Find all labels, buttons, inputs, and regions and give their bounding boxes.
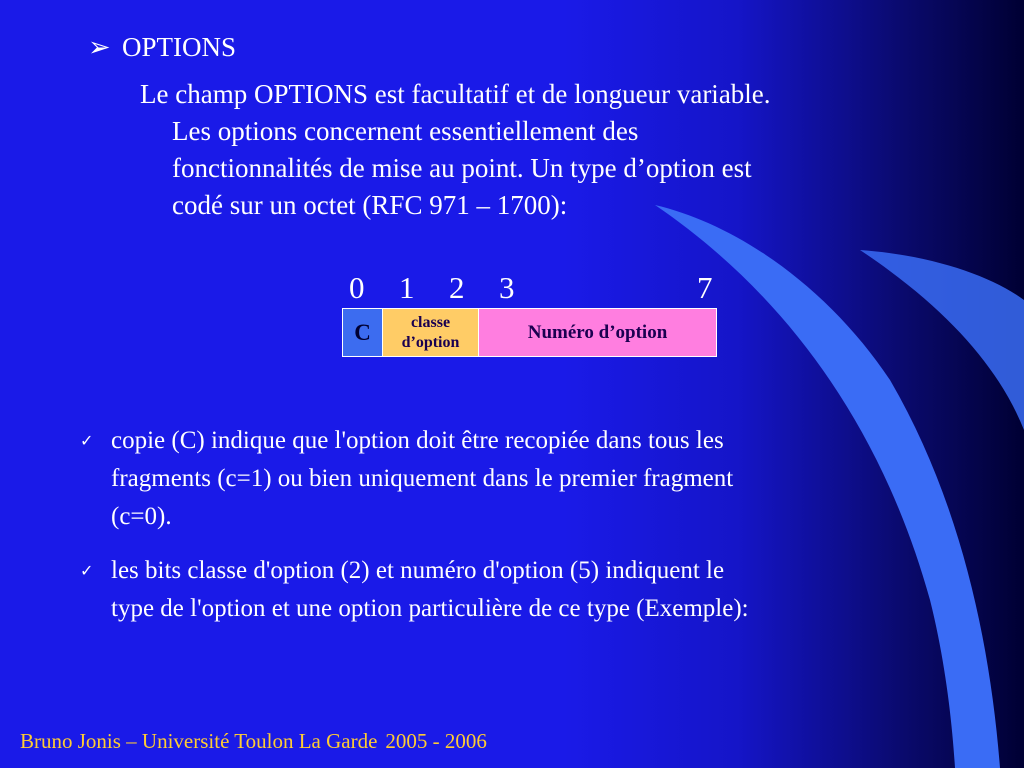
intro-line: codé sur un octet (RFC 971 – 1700): [172, 190, 568, 220]
arrow-bullet-icon: ➢ [88, 32, 111, 62]
footer-author: Bruno Jonis – Université Toulon La Garde [20, 729, 378, 753]
heading-row [88, 30, 236, 64]
bullet-line: les bits classe d'option (2) et numéro d'option (5) indiquent le [111, 557, 725, 584]
intro-paragraph [140, 76, 940, 224]
bullet-line: (c=0). [111, 503, 172, 530]
check-bullet-icon: ✓ [80, 561, 94, 580]
bit-label-3: 3 [499, 270, 515, 305]
option-class-label-line: classe [410, 313, 451, 331]
bit-label-7: 7 [697, 270, 713, 305]
bit-label-2: 2 [449, 270, 465, 305]
slide-footer [20, 728, 487, 754]
bullet-line: type de l'option et une option particulière de ce type (Exemple): [111, 595, 749, 622]
option-class-label-line: d’option [401, 333, 460, 351]
footer-years: 2005 - 2006 [385, 729, 487, 753]
bit-index-labels [0, 270, 1024, 306]
bullet-item [80, 552, 980, 628]
bullet-item [80, 422, 980, 536]
option-class-cell [383, 309, 478, 356]
bullet-line: copie (C) indique que l'option doit être recopiée dans tous les [111, 427, 724, 454]
bullet-line: fragments (c=1) ou bien uniquement dans le premier fragment [111, 465, 734, 492]
option-type-diagram [342, 308, 717, 357]
copy-flag-cell: C [343, 309, 382, 356]
intro-line: Le champ OPTIONS est facultatif et de longueur variable. [140, 79, 771, 109]
slide-heading: OPTIONS [122, 32, 237, 62]
bit-label-0: 0 [349, 270, 365, 305]
option-number-cell: Numéro d’option [479, 309, 716, 356]
check-bullet-icon: ✓ [80, 431, 94, 450]
bit-label-1: 1 [399, 270, 415, 305]
intro-line: fonctionnalités de mise au point. Un type d’option est [172, 153, 752, 183]
intro-line: Les options concernent essentiellement des [172, 116, 639, 146]
